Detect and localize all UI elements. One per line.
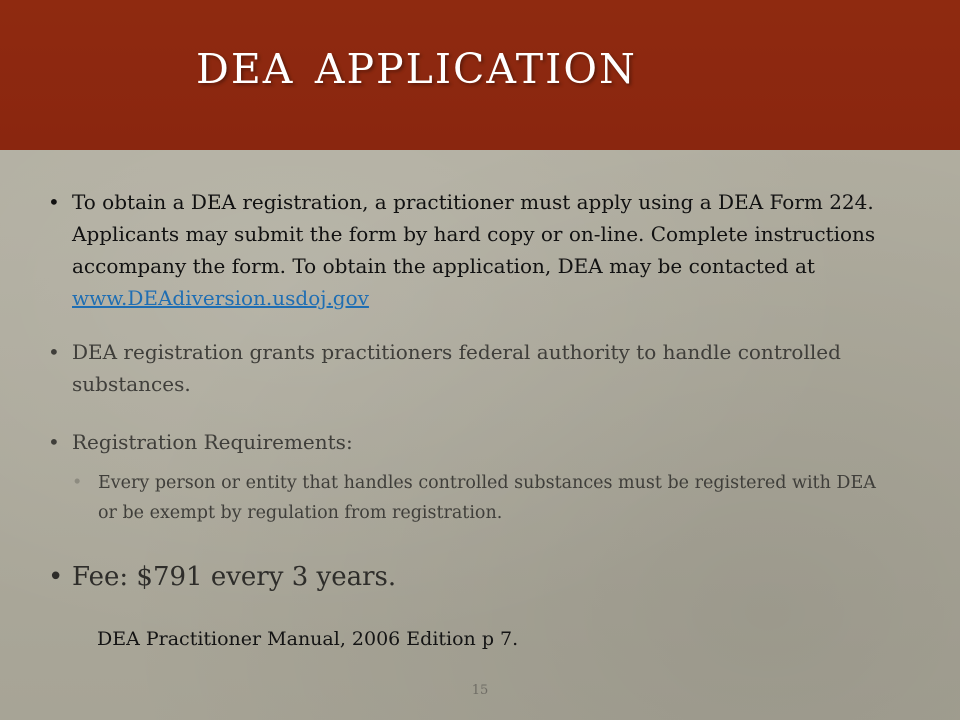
bullet-text: Registration Requirements: <box>72 430 353 454</box>
bullet-federal-authority <box>48 336 898 400</box>
citation: DEA Practitioner Manual, 2006 Edition p 7. <box>97 628 519 650</box>
bullet-text: DEA registration grants practitioners federal authority to handle controlled substances. <box>72 340 841 396</box>
page-number: 15 <box>471 683 489 698</box>
slide-content <box>48 186 898 594</box>
bullet-registration-requirements <box>48 426 898 458</box>
slide-title: dea application <box>196 29 637 97</box>
title-bar <box>0 0 960 150</box>
sub-bullet-marker: • <box>72 473 83 493</box>
bullet-text: Fee: $791 every 3 years. <box>72 562 397 592</box>
bullet-fee <box>48 560 898 594</box>
sub-bullet-registration-rule <box>48 468 898 528</box>
bullet-dea-form-224 <box>48 186 898 314</box>
sub-bullet-text: Every person or entity that handles controlled substances must be registered with DEA or be exempt by regulation from registration. <box>98 473 876 523</box>
bullet-marker: • <box>48 430 60 454</box>
dea-diversion-link[interactable]: www.DEAdiversion.usdoj.gov <box>72 286 369 310</box>
bullet-marker: • <box>48 562 64 592</box>
bullet-marker: • <box>48 340 60 364</box>
bullet-marker: • <box>48 190 60 214</box>
bullet-text: To obtain a DEA registration, a practitioner must apply using a DEA Form 224. Applicants may submit the form by hard copy or on-line. Complete instructions accompany the form. To obtain the application, DEA may be contacted at <box>72 190 876 278</box>
